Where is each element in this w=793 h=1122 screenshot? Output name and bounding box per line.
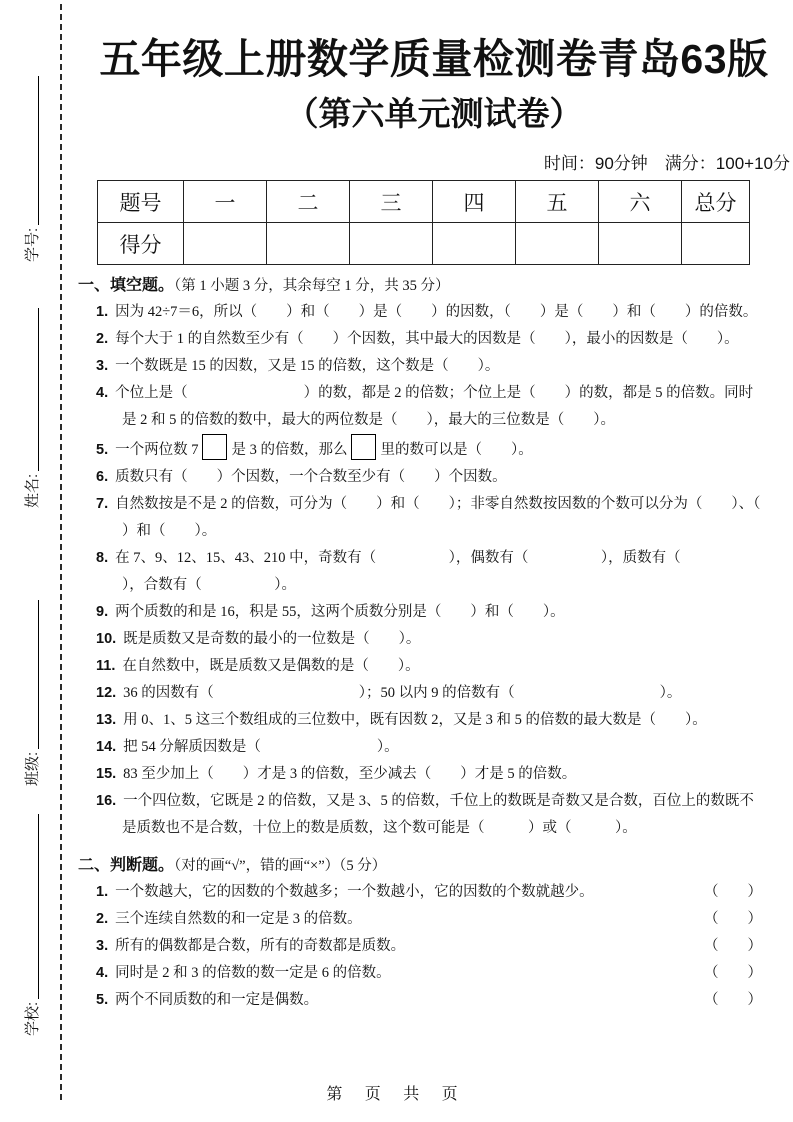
question-number-label-cell: 题号	[98, 181, 184, 223]
question-row	[96, 599, 762, 626]
question-number: 10.	[96, 631, 117, 648]
score-blank-cell	[516, 223, 599, 265]
section2-scoring-note: （对的画“√”，错的画“×”）（5 分）	[174, 858, 387, 875]
question-text: 用 0、1、5 这三个数组成的三位数中，既有因数 2，又是 3 和 5 的倍数的最大数是（ ）。	[123, 712, 707, 729]
question-row	[96, 353, 762, 380]
question-row	[96, 933, 762, 960]
question-number: 6.	[96, 469, 109, 486]
answer-brackets: （ ）	[704, 911, 762, 928]
score-blank-cell	[184, 223, 267, 265]
student-id-field	[16, 76, 42, 262]
question-number: 4.	[96, 965, 109, 982]
question-row	[96, 879, 762, 906]
question-row	[96, 680, 762, 707]
question-row	[96, 987, 762, 1014]
score-table	[97, 180, 750, 265]
question-text: 同时是 2 和 3 的倍数的数一定是 6 的倍数。	[115, 965, 391, 982]
section1-scoring-note: （第 1 小题 3 分，其余每空 1 分，共 35 分）	[174, 278, 450, 295]
question-number: 3.	[96, 938, 109, 955]
true-false-question-list	[78, 878, 790, 1014]
question-row	[96, 734, 762, 761]
question-number: 2.	[96, 331, 109, 348]
question-row	[96, 788, 762, 842]
question-row	[96, 380, 762, 434]
class-write-line	[38, 600, 39, 749]
column-header: 六	[599, 181, 682, 223]
question-row	[96, 761, 762, 788]
page-footer: 第 页 共 页	[326, 1086, 467, 1103]
question-text: 把 54 分解质因数是（ ）。	[123, 739, 399, 756]
score-blank-cell	[599, 223, 682, 265]
question-row	[96, 707, 762, 734]
question-row	[96, 491, 790, 545]
question-text: 两个不同质数的和一定是偶数。	[115, 992, 319, 1009]
question-row	[96, 653, 762, 680]
question-row	[96, 326, 762, 353]
question-number: 13.	[96, 712, 117, 729]
column-header: 四	[433, 181, 516, 223]
school-write-line	[38, 814, 39, 999]
question-number: 7.	[96, 496, 109, 513]
question-number: 4.	[96, 385, 109, 402]
column-header: 总分	[682, 181, 750, 223]
margin-fold-line	[60, 4, 62, 1100]
student-name-field	[16, 308, 42, 508]
class-field	[16, 600, 42, 786]
question-number: 16.	[96, 793, 117, 810]
question-text: 83 至少加上（ ）才是 3 的倍数，至少减去（ ）才是 5 的倍数。	[123, 766, 577, 783]
blank-box	[202, 434, 227, 460]
question-text: 在自然数中，既是质数又是偶数的是（ ）。	[122, 658, 420, 675]
question-row	[96, 960, 762, 987]
column-header: 五	[516, 181, 599, 223]
question-number: 12.	[96, 685, 117, 702]
exam-time-score-info: 时间：90分钟 满分：100+10分	[543, 154, 790, 174]
column-header: 三	[350, 181, 433, 223]
question-text: 一个数既是 15 的因数，又是 15 的倍数，这个数是（ ）。	[115, 358, 500, 375]
question-text: 既是质数又是奇数的最小的一位数是（ ）。	[123, 631, 421, 648]
fill-blank-question-list	[78, 298, 790, 842]
question-number: 15.	[96, 766, 117, 783]
score-blank-cell	[433, 223, 516, 265]
question-text: 两个质数的和是 16，积是 55，这两个质数分别是（ ）和（ ）。	[115, 604, 565, 621]
question-number: 2.	[96, 911, 109, 928]
section2	[78, 854, 790, 1014]
question-number: 1.	[96, 304, 109, 321]
student-name-write-line	[38, 308, 39, 471]
question-number: 9.	[96, 604, 109, 621]
answer-brackets: （ ）	[704, 992, 762, 1009]
score-blank-cell	[267, 223, 350, 265]
question-row	[96, 906, 762, 933]
class-label: 班级:	[24, 751, 41, 786]
section1-heading	[78, 274, 790, 298]
question-row	[96, 434, 762, 464]
question-text: 自然数按是不是 2 的倍数，可分为（ ）和（ ）；非零自然数按因数的个数可以分为（ ）、（ ）和（ ）。	[115, 496, 790, 540]
section1-title: 一、填空题。	[78, 277, 175, 295]
question-text: 在 7、9、12、15、43、210 中，奇数有（ ），偶数有（ ），质数有（ ），合数有（ ）。	[115, 550, 754, 594]
question-text: 36 的因数有（ ）；50 以内 9 的倍数有（ ）。	[123, 685, 682, 702]
score-label-cell: 得分	[98, 223, 184, 265]
score-blank-cell	[682, 223, 750, 265]
question-text: 个位上是（ ）的数，都是 2 的倍数；个位上是（ ）的数，都是 5 的倍数。同时是 2 和 5 的倍数的数中，最大的两位数是（ ），最大的三位数是（ ）。	[115, 385, 754, 429]
question-number: 5.	[96, 992, 109, 1009]
question-text: 所有的偶数都是合数，所有的奇数都是质数。	[115, 938, 406, 955]
question-row	[96, 299, 762, 326]
blank-box	[351, 434, 376, 460]
question-row	[96, 626, 762, 653]
question-text: 因为 42÷7＝6，所以（ ）和（ ）是（ ）的因数，（ ）是（ ）和（ ）的倍数。	[115, 304, 758, 321]
school-label: 学校:	[24, 1001, 41, 1036]
answer-brackets: （ ）	[704, 965, 762, 982]
score-blank-cell	[350, 223, 433, 265]
question-text: 一个两位数 7 是 3 的倍数，那么 里的数可以是（ ）。	[115, 442, 533, 458]
page-subtitle: （第六单元测试卷）	[285, 95, 583, 133]
question-row	[96, 545, 762, 599]
student-id-label: 学号:	[24, 227, 41, 262]
column-header: 二	[267, 181, 350, 223]
school-field	[16, 814, 42, 1036]
page-title: 五年级上册数学质量检测卷青岛63版	[99, 36, 769, 82]
section2-heading	[78, 854, 790, 878]
question-text: 三个连续自然数的和一定是 3 的倍数。	[115, 911, 362, 928]
student-name-label: 姓名:	[24, 473, 41, 508]
student-id-write-line	[38, 76, 39, 225]
question-number: 8.	[96, 550, 109, 567]
answer-brackets: （ ）	[704, 884, 762, 901]
question-text: 质数只有（ ）个因数，一个合数至少有（ ）个因数。	[115, 469, 507, 486]
answer-brackets: （ ）	[704, 938, 762, 955]
question-number: 5.	[96, 442, 109, 459]
paper-content	[78, 0, 790, 1014]
column-header: 一	[184, 181, 267, 223]
question-number: 14.	[96, 739, 117, 756]
question-number: 11.	[96, 658, 116, 675]
question-row	[96, 464, 762, 491]
score-table-header-row	[98, 181, 750, 223]
question-number: 3.	[96, 358, 109, 375]
question-text: 每个大于 1 的自然数至少有（ ）个因数，其中最大的因数是（ ），最小的因数是（ ）。	[115, 331, 739, 348]
question-text: 一个数越大，它的因数的个数越多；一个数越小，它的因数的个数就越少。	[115, 884, 594, 901]
section2-title: 二、判断题。	[78, 857, 175, 875]
question-text: 一个四位数，它既是 2 的倍数，又是 3、5 的倍数，千位上的数既是奇数又是合数，百位上的数既不是质数也不是合数，十位上的数是质数，这个数可能是（ ）或（ ）。	[122, 793, 754, 837]
question-number: 1.	[96, 884, 109, 901]
score-table-score-row	[98, 223, 750, 265]
